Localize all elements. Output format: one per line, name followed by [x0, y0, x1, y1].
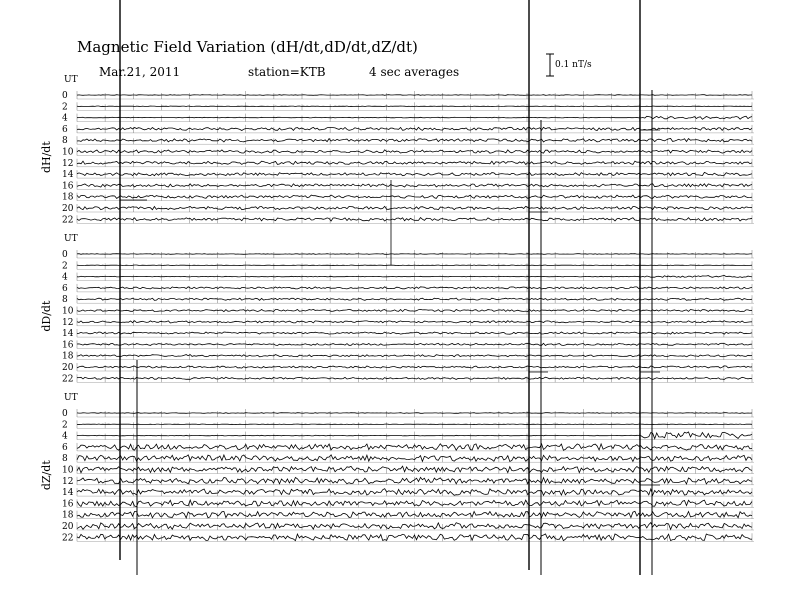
- row-label: 22: [62, 215, 74, 226]
- row-label: 12: [62, 476, 74, 487]
- row-label: 22: [62, 374, 74, 385]
- row-label: 2: [62, 420, 68, 431]
- row-label: 8: [62, 295, 68, 306]
- row-label: 4: [62, 272, 68, 283]
- row-label: 10: [62, 465, 74, 476]
- row-label: 20: [62, 204, 74, 214]
- row-label: 22: [62, 533, 74, 544]
- row-label: 12: [62, 317, 74, 328]
- row-label: 18: [62, 510, 74, 521]
- row-label: 6: [62, 124, 68, 135]
- row-label: 12: [62, 158, 74, 169]
- row-label: 6: [62, 283, 68, 294]
- row-label: 6: [62, 442, 68, 453]
- row-label: 8: [62, 136, 68, 147]
- row-label: 10: [62, 147, 74, 158]
- scale-label: 0.1 nT/s: [555, 60, 592, 70]
- panel-ylabel: dH/dt: [40, 141, 53, 174]
- row-label: 0: [62, 91, 68, 101]
- row-label: 8: [62, 454, 68, 465]
- averaging-label: 4 sec averages: [369, 65, 460, 79]
- row-label: 0: [62, 409, 68, 419]
- ut-label: UT: [64, 234, 78, 244]
- date-label: Mar.21, 2011: [99, 65, 181, 79]
- row-label: 16: [62, 340, 74, 351]
- row-label: 4: [62, 431, 68, 442]
- panel-ylabel: dD/dt: [40, 300, 53, 332]
- row-label: 18: [62, 192, 74, 203]
- row-label: 4: [62, 113, 68, 124]
- row-label: 14: [62, 488, 74, 499]
- row-label: 16: [62, 499, 74, 510]
- panel-ylabel: dZ/dt: [40, 460, 53, 491]
- row-label: 14: [62, 170, 74, 181]
- row-label: 10: [62, 306, 74, 317]
- row-label: 20: [62, 522, 74, 532]
- row-label: 0: [62, 250, 68, 260]
- chart-title: Magnetic Field Variation (dH/dt,dD/dt,dZ/dt): [77, 38, 418, 56]
- row-label: 14: [62, 329, 74, 340]
- row-label: 18: [62, 351, 74, 362]
- row-label: 20: [62, 363, 74, 373]
- row-label: 2: [62, 102, 68, 113]
- row-label: 2: [62, 261, 68, 272]
- row-label: 16: [62, 181, 74, 192]
- station-label: station=KTB: [248, 65, 326, 79]
- ut-label: UT: [64, 75, 78, 85]
- trace-line: [77, 424, 752, 425]
- ut-label: UT: [64, 393, 78, 403]
- trace-line: [77, 413, 752, 414]
